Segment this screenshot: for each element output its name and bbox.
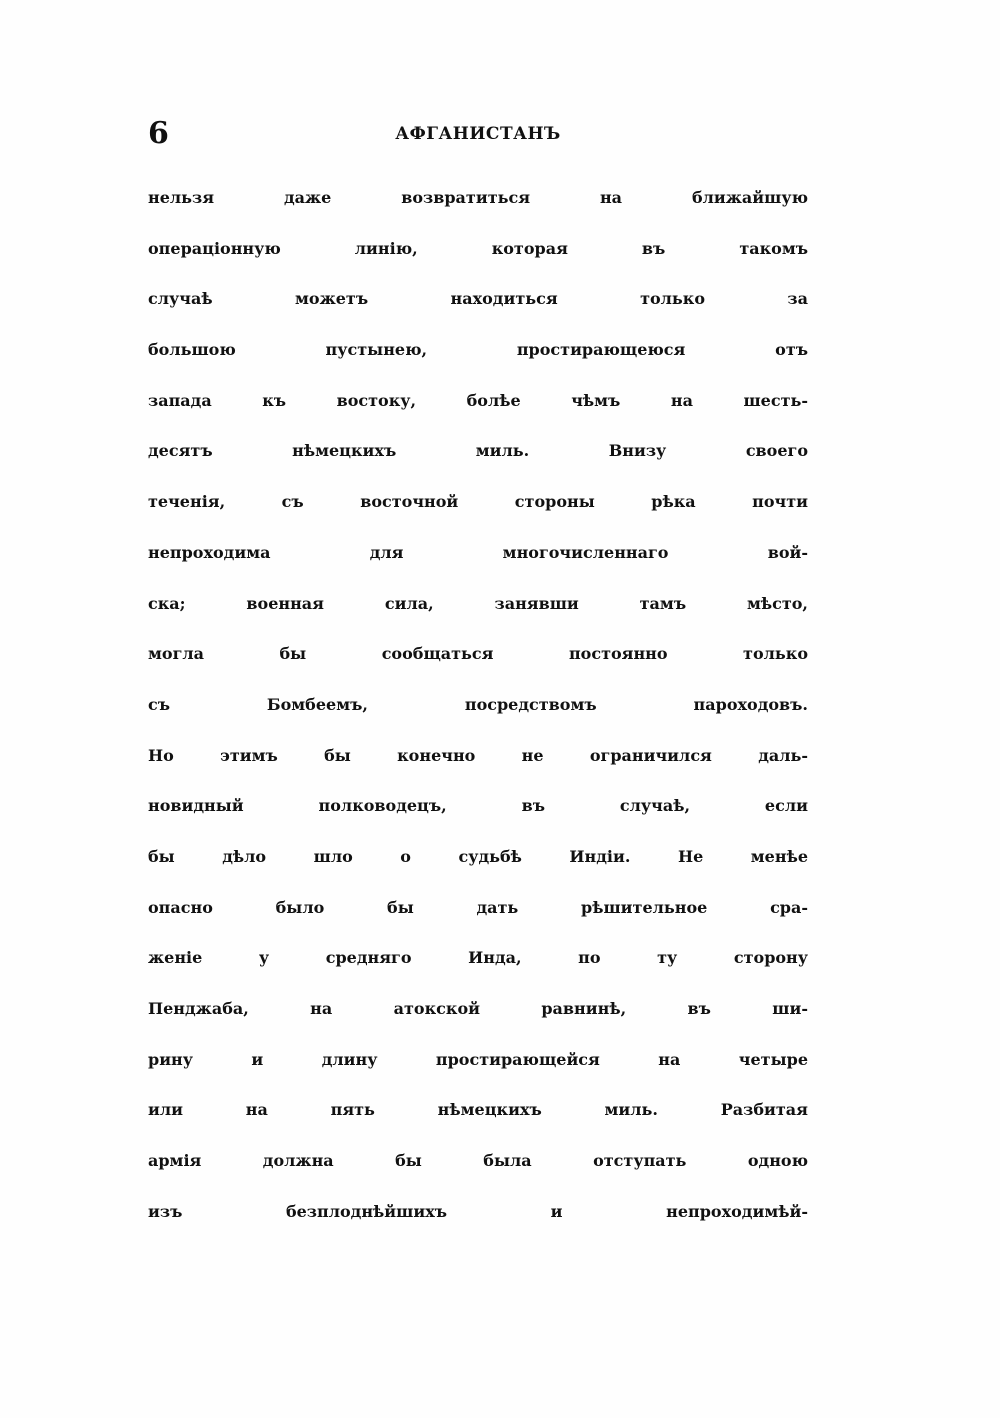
text-line: Но этимъ бы конечно не ограничился даль-: [148, 745, 808, 765]
text-line: большою пустынею, простирающеюся отъ: [148, 340, 808, 360]
body-text: [148, 178, 808, 1242]
text-line: могла бы сообщаться постоянно только: [148, 644, 808, 664]
page-header: [148, 116, 808, 156]
text-line: запада къ востоку, болѣе чѣмъ на шесть-: [148, 390, 808, 410]
text-line: случаѣ можетъ находиться только за: [148, 289, 808, 309]
text-line: рину и длину простирающейся на четыре: [148, 1049, 808, 1069]
page-number: 6: [148, 116, 169, 151]
text-line: армія должна бы была отступать одною: [148, 1151, 808, 1171]
running-title: АФГАНИСТАНЪ: [395, 124, 561, 144]
text-line: теченія, съ восточной стороны рѣка почти: [148, 492, 808, 512]
text-line: операціонную линію, которая въ такомъ: [148, 238, 808, 258]
text-line: непроходима для многочисленнаго вой-: [148, 542, 808, 562]
text-line: женіе у средняго Инда, по ту сторону: [148, 948, 808, 968]
text-line: опасно было бы дать рѣшительное сра-: [148, 897, 808, 917]
text-line: бы дѣло шло о судьбѣ Индіи. Не менѣе: [148, 846, 808, 866]
text-line: ска; военная сила, занявши тамъ мѣсто,: [148, 593, 808, 613]
text-line: десятъ нѣмецкихъ миль. Внизу своего: [148, 441, 808, 461]
text-line: новидный полководецъ, въ случаѣ, если: [148, 796, 808, 816]
text-line: изъ безплоднѣйшихъ и непроходимѣй-: [148, 1201, 808, 1221]
text-line: или на пять нѣмецкихъ миль. Разбитая: [148, 1100, 808, 1120]
text-line: нельзя даже возвратиться на ближайшую: [148, 188, 808, 207]
text-line: Пенджаба, на атокской равнинѣ, въ ши-: [148, 999, 808, 1018]
text-line: съ Бомбеемъ, посредствомъ пароходовъ.: [148, 694, 808, 714]
